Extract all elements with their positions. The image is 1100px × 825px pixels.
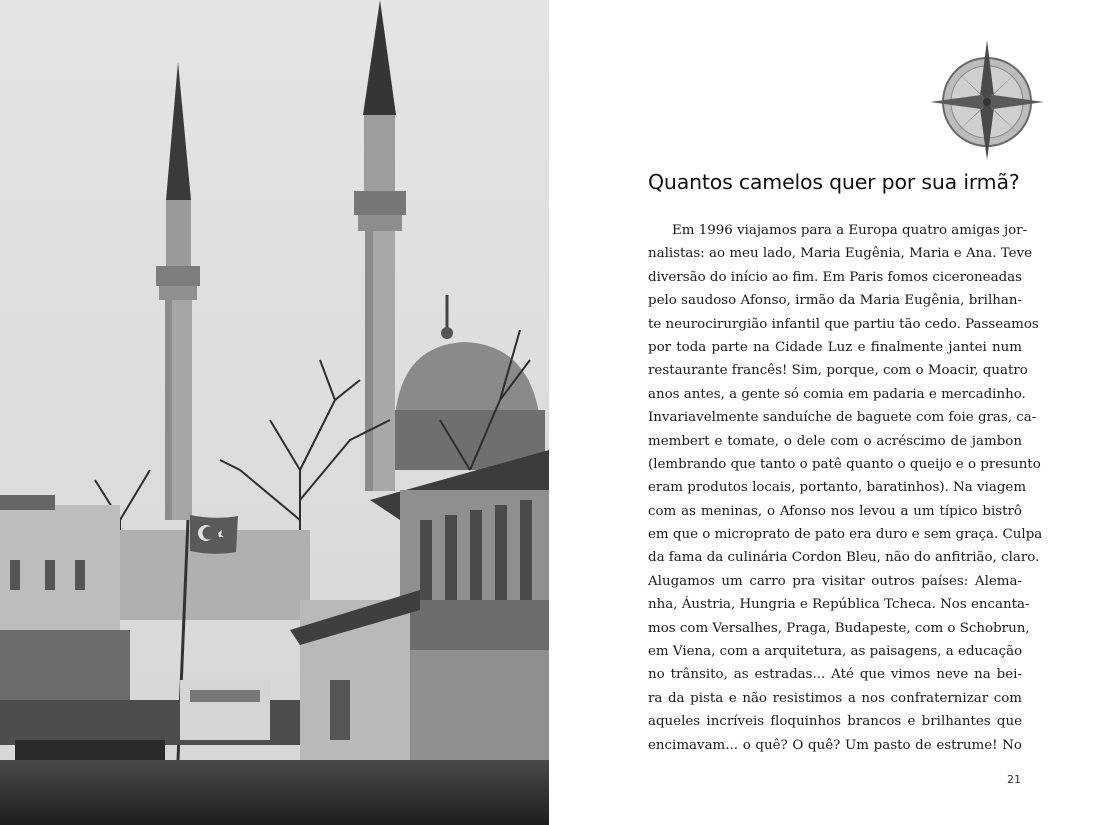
body-text-line: anos antes, a gente só comia em padaria e mercadinho. — [648, 386, 1026, 402]
mosque-photograph — [0, 0, 549, 825]
body-text-line: mos com Versalhes, Praga, Budapeste, com o Schobrun, — [648, 620, 1030, 636]
body-text-line: da fama da culinária Cordon Bleu, não do anfitrião, claro. — [648, 550, 1040, 566]
body-text-line: eram produtos locais, portanto, baratinhos). Na viagem — [648, 480, 1027, 496]
body-text-line: aqueles incríveis floquinhos brancos e brilhantes que — [648, 714, 1022, 730]
body-text-line: (lembrando que tanto o patê quanto o queijo e o presunto — [648, 456, 1041, 472]
body-text-line: membert e tomate, o dele com o acréscimo de jambon — [648, 433, 1022, 449]
body-text-line: pelo saudoso Afonso, irmão da Maria Eugênia, brilhan- — [648, 293, 1022, 309]
body-text-line: por toda parte na Cidade Luz e finalmente jantei num — [648, 339, 1022, 355]
body-text-line: nha, Áustria, Hungria e República Tcheca. Nos encanta- — [648, 597, 1030, 613]
chapter-title: Quantos camelos quer por sua irmã? — [648, 170, 1020, 194]
body-text-line: Em 1996 viajamos para a Europa quatro amigas jor- — [672, 223, 1028, 238]
body-text-line: diversão do início ao fim. Em Paris fomos ciceroneadas — [648, 269, 1023, 285]
body-text-line: ra da pista e não resistimos a nos confraternizar com — [648, 690, 1022, 706]
page-number: 21 — [1007, 773, 1021, 786]
compass-rose-icon — [928, 38, 1046, 162]
body-text-line: nalistas: ao meu lado, Maria Eugênia, Maria e Ana. Teve — [648, 246, 1033, 262]
body-text-line: Invariavelmente sanduíche de baguete com foie gras, ca- — [648, 410, 1037, 426]
body-text-line: em que o microprato de pato era duro e sem graça. Culpa — [648, 527, 1043, 543]
body-text-line: te neurocirurgião infantil que partiu tão cedo. Passeamos — [648, 316, 1039, 332]
mosque-photo-illustration — [0, 0, 549, 825]
chapter-body-text — [648, 219, 1043, 757]
body-text-line: encimavam... o quê? O quê? Um pasto de estrume! No — [648, 737, 1022, 753]
body-text-line: em Viena, com a arquitetura, as paisagens, a educação — [648, 644, 1023, 660]
body-text-line: no trânsito, as estradas... Até que vimos neve na bei- — [648, 667, 1022, 683]
body-text-line: Alugamos um carro pra visitar outros países: Alema- — [648, 573, 1022, 589]
body-text-line: com as meninas, o Afonso nos levou a um típico bistrô — [648, 503, 1022, 519]
body-text-line: restaurante francês! Sim, porque, com o Moacir, quatro — [648, 363, 1028, 379]
